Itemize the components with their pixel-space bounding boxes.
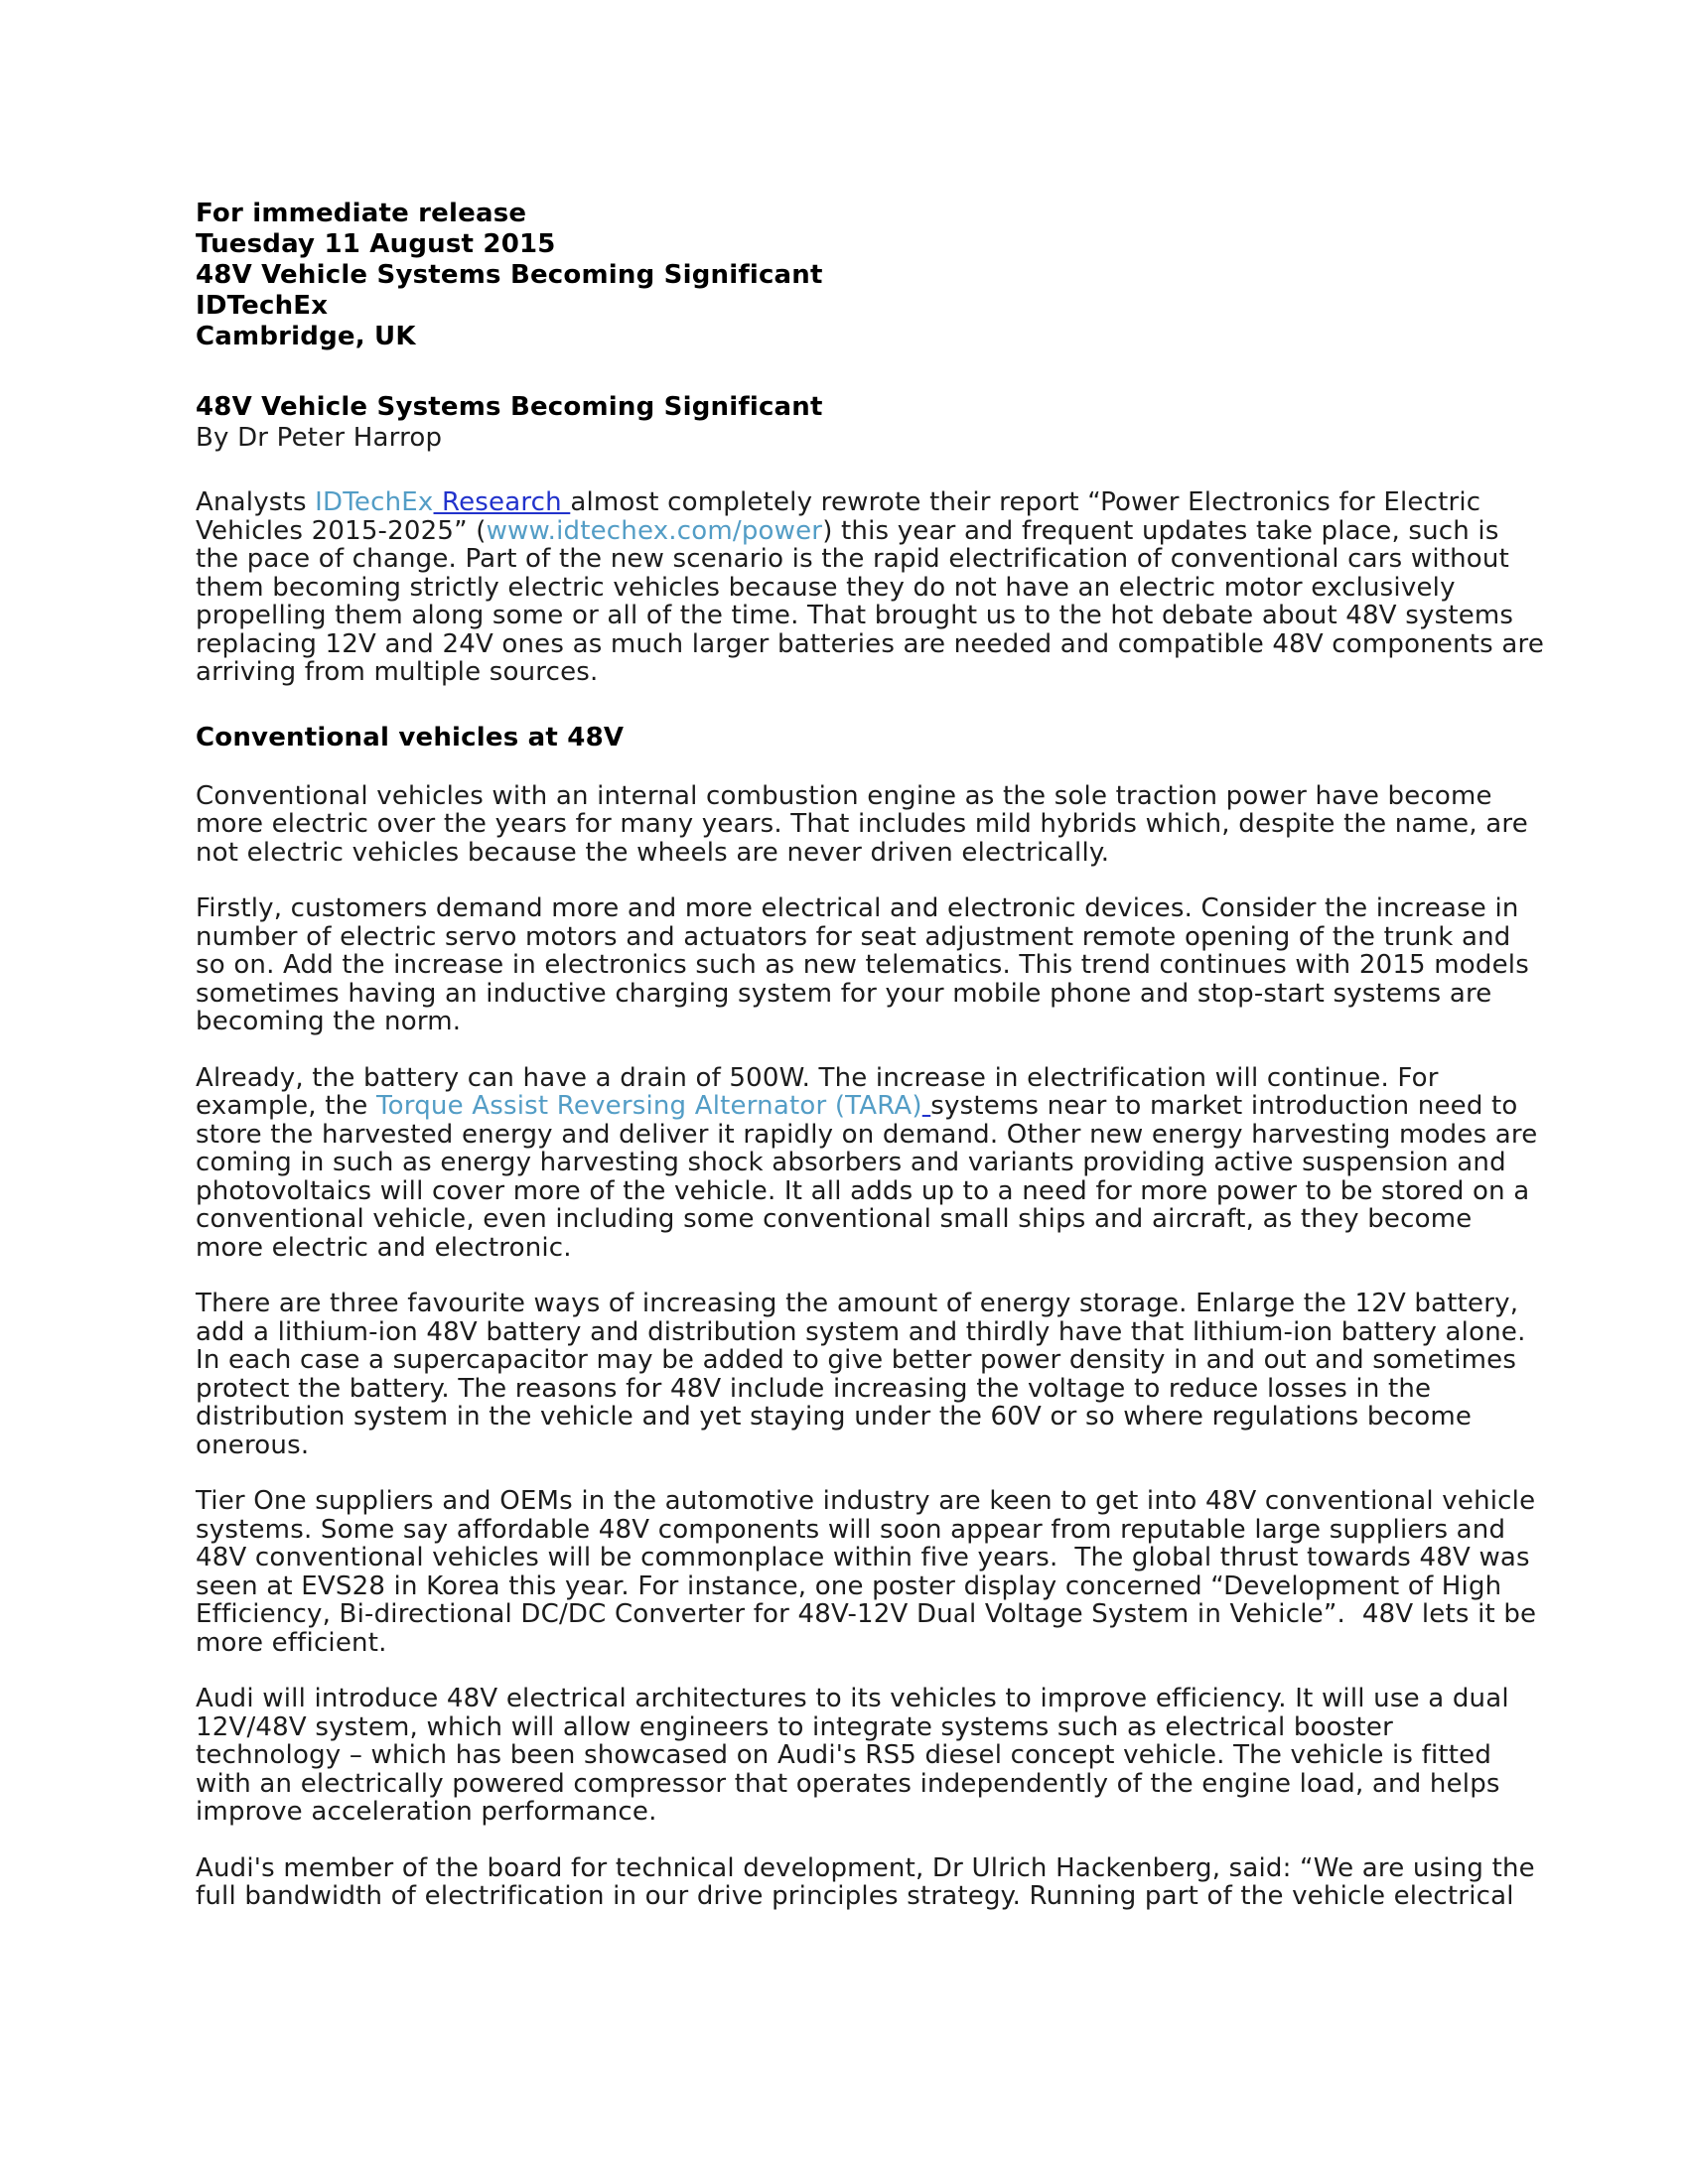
- release-location: Cambridge, UK: [196, 322, 416, 351]
- paragraph: Already, the battery can have a drain of 500W. The increase in electrification will continue. For example, the Torque Assist Reversing Alternator (TARA) systems near to market introduction need to store the harvested energy and deliver it rapidly on demand. Other new energy harvesting modes are coming in such as energy harvesting shock absorbers and variants providing active suspension and photovoltaics will cover more of the vehicle. It all adds up to a need for more power to be stored on a conventional vehicle, even including some conventional small ships and aircraft, as they become more electric and electronic.: [196, 1062, 1546, 1263]
- article-byline: By Dr Peter Harrop: [196, 423, 443, 453]
- release-company: IDTechEx: [196, 291, 329, 321]
- release-header: [196, 199, 1546, 352]
- document-content: [196, 199, 1553, 1911]
- paragraph: Analysts IDTechEx Research almost completely rewrote their report “Power Electronics for Electric Vehicles 2015-2025” (www.idtechex.com/power) this year and frequent updates take place, such is the pace of change. Part of the new scenario is the rapid electrification of conventional cars without them becoming strictly electric vehicles because they do not have an electric motor exclusively propelling them along some or all of the time. That brought us to the hot debate about 48V systems replacing 12V and 24V ones as much larger batteries are needed and compatible 48V components are arriving from multiple sources.: [196, 487, 1553, 687]
- tara-link[interactable]: Torque Assist Reversing Alternator (TARA): [375, 1091, 922, 1121]
- tara-underline-mark[interactable]: [922, 1091, 930, 1121]
- paragraph: Tier One suppliers and OEMs in the automotive industry are keen to get into 48V conventional vehicle systems. Some say affordable 48V components will soon appear from reputable large suppliers and 48V conventional vehicles will be commonplace within five years. The global thrust towards 48V was seen at EVS28 in Korea this year. For instance, one poster display concerned “Development of High Efficiency, Bi-directional DC/DC Converter for 48V-12V Dual Voltage System in Vehicle”. 48V lets it be more efficient.: [196, 1486, 1545, 1658]
- release-subject: 48V Vehicle Systems Becoming Significant: [196, 260, 823, 290]
- paragraph: Audi's member of the board for technical development, Dr Ulrich Hackenberg, said: “We are using the full bandwidth of electrification in our drive principles strategy. Running part of the vehicle electrical: [196, 1852, 1544, 1911]
- article-title: 48V Vehicle Systems Becoming Significant: [196, 392, 823, 422]
- paragraph: Firstly, customers demand more and more electrical and electronic devices. Consider the increase in number of electric servo motors and actuators for seat adjustment remote opening of the trunk and so on. Add the increase in electronics such as new telematics. This trend continues with 2015 models sometimes having an inductive charging system for your mobile phone and stop-start systems are becoming the norm.: [196, 893, 1538, 1036]
- paragraph: Audi will introduce 48V electrical architectures to its vehicles to improve efficiency. It will use a dual 12V/48V system, which will allow engineers to integrate systems such as electrical booster technology – which has been showcased on Audi's RS5 diesel concept vehicle. The vehicle is fitted with an electrically powered compressor that operates independently of the engine load, and helps improve acceleration performance.: [196, 1684, 1518, 1827]
- paragraph: Conventional vehicles with an internal combustion engine as the sole traction power have become more electric over the years for many years. That includes mild hybrids which, despite the name, are not electric vehicles because the wheels are never driven electrically.: [196, 780, 1537, 868]
- paragraph: There are three favourite ways of increasing the amount of energy storage. Enlarge the 12V battery, add a lithium-ion 48V battery and distribution system and thirdly have that lithium-ion battery alone. In each case a supercapacitor may be added to give better power density in and out and sometimes protect the battery. The reasons for 48V include increasing the voltage to reduce losses in the distribution system in the vehicle and yet staying under the 60V or so where regulations become onerous.: [196, 1289, 1543, 1460]
- release-label: For immediate release: [196, 199, 527, 228]
- article-body: [196, 487, 1553, 1911]
- release-date: Tuesday 11 August 2015: [196, 229, 556, 259]
- section-heading: Conventional vehicles at 48V: [196, 722, 625, 752]
- idtechex-link[interactable]: IDTechEx: [315, 487, 434, 517]
- idtechex-power-link[interactable]: www.idtechex.com/power: [486, 515, 823, 546]
- idtechex-research-link[interactable]: Research: [433, 487, 571, 517]
